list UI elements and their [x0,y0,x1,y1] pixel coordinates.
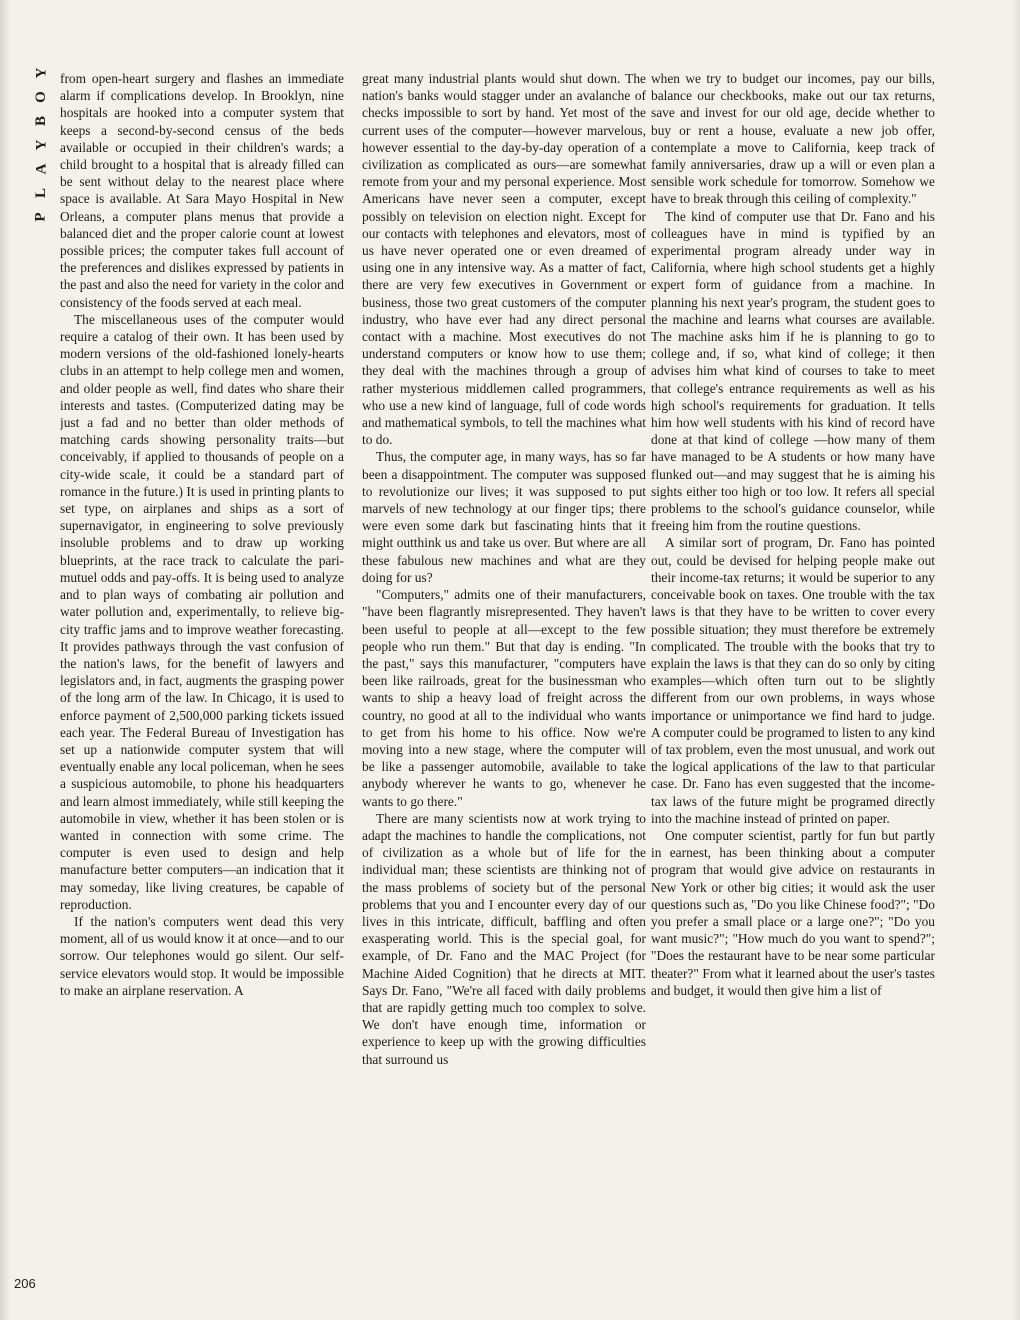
masthead-letter: Y [33,139,49,151]
paragraph: One computer scientist, partly for fun but partly in earnest, has been thinking about a computer program that would give advice on restaurants in New York or other big cities; it would ask the user questions such as, "Do you like Chinese food?"; "Do you prefer a small place or a large one?"; "Do you want music?"; "How much do you want to spend?"; "Does the restaurant have to be near some particular theater?" From what it learned about the user's tastes and budget, it would then give him a list of [651,827,935,998]
paragraph: There are many scientists now at work trying to adapt the machines to handle the complications, not of civilization as a whole but of life for the individual man; these scientists are thinking not of the mass problems of society but of the personal problems that you and I encounter every day of our lives in this intricate, difficult, baffling and often exasperating world. This is the special goal, for example, of Dr. Fano and the MAC Project (for Machine Aided Cognition) that he directs at MIT. Says Dr. Fano, "We're all faced with daily problems that are rapidly getting much too complex to solve. We don't have enough time, information or experience to keep up with the growing difficulties that surround us [362,810,646,1067]
masthead-letter: P [32,212,49,222]
text-column-1 [60,70,344,1300]
paragraph: when we try to budget our incomes, pay our bills, balance our checkbooks, make out our tax returns, save and invest for our old age, decide whether to buy or rent a house, evaluate a new job offer, contemplate a move to California, keep track of family anniversaries, draw up a will or even plan a sensible work schedule for tomorrow. Somehow we have to break through this ceiling of complexity." [651,71,935,207]
text-column-2 [362,70,646,1300]
masthead-letter: Y [33,67,49,79]
paragraph: If the nation's computers went dead this very moment, all of us would know it at once—and to our sorrow. Our telephones would go silent. Our self-service elevators would stop. It would be impossible to make an airplane reservation. A [60,913,344,998]
paragraph: great many industrial plants would shut down. The nation's banks would stagger under an avalanche of checks impossible to sort by hand. Yet most of the current uses of the computer—however marvelous, however essential to the day-by-day operation of a civilization as complicated as ours—are somewhat remote from your and my personal experience. Most Americans have never seen a computer, except possibly on television on election night. Except for our contacts with telephones and elevators, most of us have never operated one or even dreamed of using one in any intensive way. As a matter of fact, there are very few executives in Government or business, those two great customers of the computer industry, who have ever had any direct personal contact with a machine. Most executives do not understand computers or know how to use them; they deal with the machines through a group of rather mysterious middlemen called programmers, who use a new kind of language, full of code words and mathematical symbols, to tell the machines what to do. [362,71,646,448]
binding-shadow [0,0,10,1320]
paragraph: A similar sort of program, Dr. Fano has pointed out, could be devised for helping people make out their income-tax returns; it would be superior to any conceivable book on taxes. One trouble with the tax laws is that they have to be written to cover every possible situation; they must therefore be extremely complicated. The trouble with the books that try to explain the laws is that they can do so only by citing examples—which often turn out to be slightly different from our own problems, in ways whose importance or unimportance we find hard to judge. A computer could be programed to listen to any kind of tax problem, even the most unusual, and work out the logical applications of the law to that particular case. Dr. Fano has even suggested that the income-tax laws of the future might be programed directly into the machine instead of printed on paper. [651,535,935,826]
page-number: 206 [14,1276,36,1291]
paragraph: The miscellaneous uses of the computer would require a catalog of their own. It has been used by modern versions of the old-fashioned lonely-hearts clubs in an attempt to help college men and women, and older people as well, find dates who share their interests and tastes. (Computerized dating may be just a fad and no better than older methods of matching cards showing personality traits—but conceivably, if applied to thousands of people on a city-wide scale, it could be a standard part of romance in the future.) It is used in printing plants to set type, on airplanes and ships as a sort of supernavigator, in engineering to solve previously insoluble problems and to draw up working blueprints, at the race track to calculate the pari-mutuel odds and pay-offs. It is being used to analyze and to plan ways of combating air pollution and water pollution and, experimentally, to relieve big-city traffic jams and to improve weather forecasting. It provides pathways through the vast confusion of the nation's laws, for the benefit of lawyers and legislators and, in fact, augments the grasping power of the long arm of the law. In Chicago, it is used to enforce payment of 2,500,000 parking tickets issued each year. The Federal Bureau of Investigation has set up a nationwide computer system that will eventually enable any local policeman, when he sees a suspicious automobile, to phone his headquarters and learn almost immediately, while still keeping the automobile in view, whether it has been stolen or is wanted in connection with some crime. The computer is even used to design and help manufacture better computers—an indication that it may someday, like living creatures, be capable of reproduction. [60,311,344,912]
masthead-vertical [28,64,54,226]
paragraph: Thus, the computer age, in many ways, has so far been a disappointment. The computer was supposed to revolutionize our lives; it was supposed to put marvels of new technology at our finger tips; there were even some dark but fascinating hints that it might outthink us and take us over. But where are all these fabulous new machines and what are they doing for us? [362,449,646,585]
masthead-letter: O [32,91,49,103]
paragraph: The kind of computer use that Dr. Fano and his colleagues have in mind is typified by an experimental program already under way in California, where high school students get a highly expert form of guidance from a machine. In planning his next year's program, the student goes to the machine and learns what courses are available. The machine asks him if he is planning to go to college and, if so, what kind of college; it then advises him what kind of courses to take to meet that college's entrance requirements as well as his high school's requirements for graduation. It tells him how well students with his kind of record have done at that kind of college —how many of them have managed to be A students or how many have flunked out—and may suggest that he is aiming his sights either too high or too low. It refers all special problems to the school's guidance counselor, while freeing him from the routine questions. [651,208,935,534]
page-edge-shadow [1012,0,1020,1320]
masthead-letter: A [33,163,49,175]
paragraph: "Computers," admits one of their manufacturers, "have been flagrantly misrepresented. They haven't been useful to people at all—except to the few people who run them." But that day is ending. "In the past," says this manufacturer, "computers have been like railroads, great for the businessman who wants to ship a heavy load of freight across the country, no good at all to the individual who wants to get from his home to his office. Now we're moving into a new stage, where the computer will be like a passenger automobile, available to take anybody wherever he wants to go, whenever he wants to go there." [362,587,646,809]
masthead-letter: L [32,187,49,199]
text-column-3 [651,70,935,1300]
masthead-letter: B [32,115,49,127]
paragraph: from open-heart surgery and flashes an immediate alarm if complications develop. In Brooklyn, nine hospitals are hooked into a computer system that keeps a second-by-second census of the beds available or occupied in their children's wards; a child brought to a hospital that is already filled can be sent without delay to the nearest place where space is available. At Sara Mayo Hospital in New Orleans, a computer plans menus that provide a balanced diet and the proper calorie count at lowest possible prices; the computer takes full account of the preferences and dislikes expressed by patients in the past and also the need for variety in the color and consistency of the foods served at each meal. [60,71,344,310]
